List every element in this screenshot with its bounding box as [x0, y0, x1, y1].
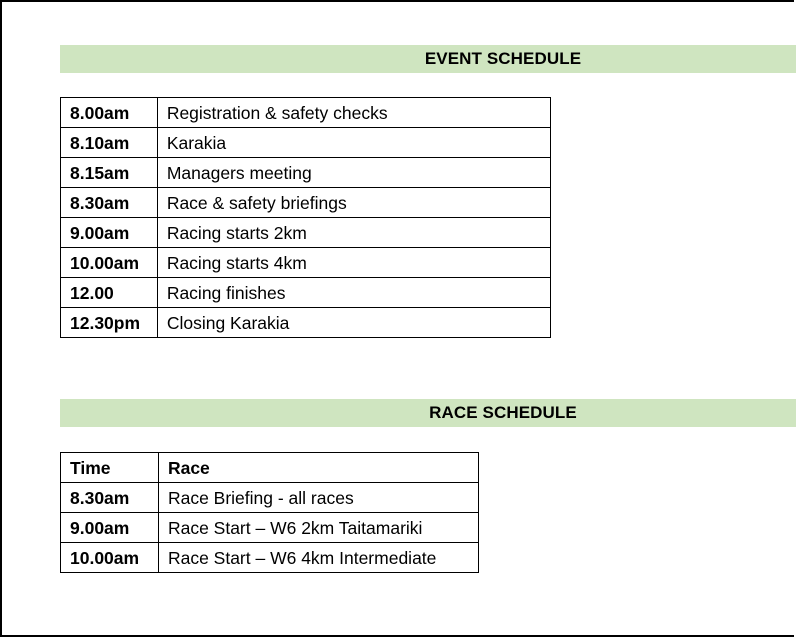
event-time: 10.00am: [61, 248, 158, 278]
table-header-row: [61, 453, 479, 483]
event-activity: Race & safety briefings: [157, 188, 550, 218]
race-name: Race Start – W6 4km Intermediate: [158, 543, 478, 573]
race-schedule-title: RACE SCHEDULE: [429, 403, 577, 422]
event-time: 12.30pm: [61, 308, 158, 338]
event-activity: Closing Karakia: [157, 308, 550, 338]
table-row: [61, 158, 551, 188]
event-activity: Karakia: [157, 128, 550, 158]
event-activity: Racing starts 4km: [157, 248, 550, 278]
event-activity: Managers meeting: [157, 158, 550, 188]
event-time: 8.30am: [61, 188, 158, 218]
table-row: [61, 513, 479, 543]
table-row: [61, 278, 551, 308]
race-name: Race Start – W6 2km Taitamariki: [158, 513, 478, 543]
race-schedule-header: [60, 399, 796, 427]
race-time: 9.00am: [61, 513, 159, 543]
table-row: [61, 308, 551, 338]
event-time: 8.10am: [61, 128, 158, 158]
table-row: [61, 128, 551, 158]
event-schedule-table: [60, 97, 551, 338]
table-row: [61, 98, 551, 128]
table-row: [61, 248, 551, 278]
column-header-time: Time: [61, 453, 159, 483]
table-row: [61, 188, 551, 218]
race-name: Race Briefing - all races: [158, 483, 478, 513]
event-time: 9.00am: [61, 218, 158, 248]
event-time: 12.00: [61, 278, 158, 308]
column-header-race: Race: [158, 453, 478, 483]
table-row: [61, 483, 479, 513]
race-time: 8.30am: [61, 483, 159, 513]
event-activity: Racing finishes: [157, 278, 550, 308]
table-row: [61, 218, 551, 248]
event-time: 8.00am: [61, 98, 158, 128]
race-schedule-table: [60, 452, 479, 573]
event-schedule-header: [60, 45, 796, 73]
event-schedule-title: EVENT SCHEDULE: [424, 49, 582, 68]
event-time: 8.15am: [61, 158, 158, 188]
event-activity: Registration & safety checks: [157, 98, 550, 128]
table-row: [61, 543, 479, 573]
race-time: 10.00am: [61, 543, 159, 573]
event-activity: Racing starts 2km: [157, 218, 550, 248]
